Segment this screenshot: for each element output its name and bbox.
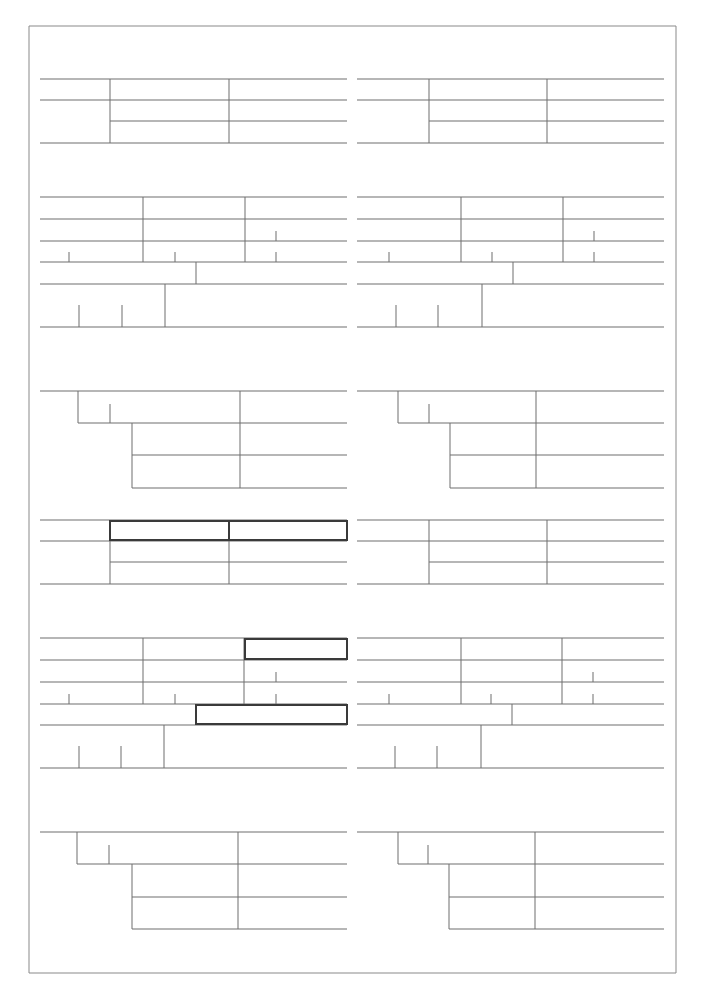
- page-frame: [29, 26, 676, 973]
- form-c-left: [40, 391, 347, 488]
- highlighted-field-c: [245, 639, 347, 659]
- form-b-marked-right: [357, 638, 664, 768]
- form-a-left: [40, 79, 347, 143]
- highlighted-field-b: [110, 521, 229, 540]
- form-c-repeat-right: [357, 832, 664, 929]
- form-b-right: [357, 197, 664, 327]
- form-a-right: [357, 79, 664, 143]
- highlighted-field-e: [196, 705, 347, 724]
- form-c-repeat-left: [40, 832, 347, 929]
- highlighted-field-c: [229, 521, 347, 540]
- form-c-right: [357, 391, 664, 488]
- form-a-marked-right: [357, 520, 664, 584]
- form-a-marked-left: [40, 520, 347, 584]
- form-b-marked-left: [40, 638, 347, 768]
- form-b-left: [40, 197, 347, 327]
